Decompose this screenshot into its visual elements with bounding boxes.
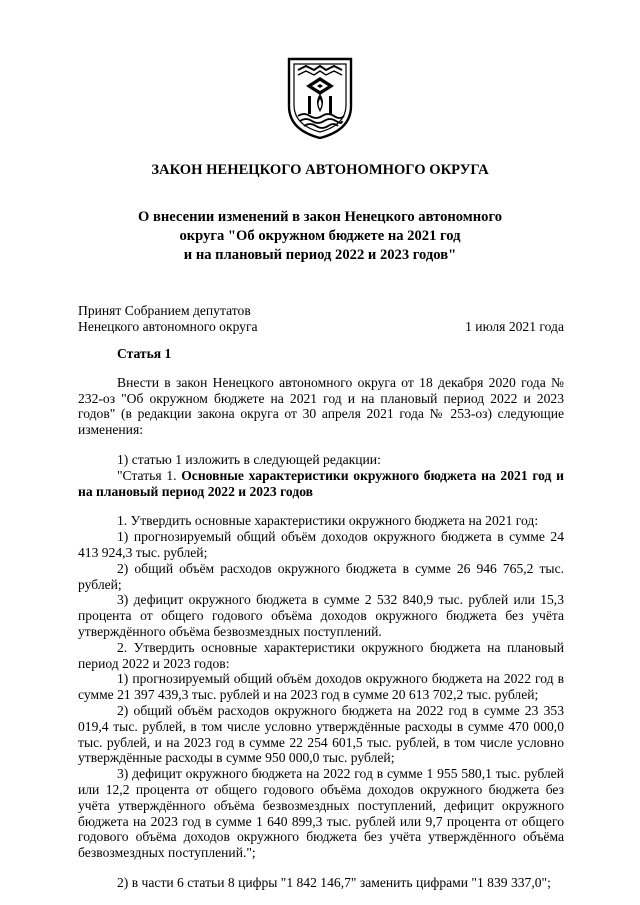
article-body: [78, 346, 564, 891]
adopted-by-line: Принят Собранием депутатов: [78, 303, 251, 318]
subtitle-line: и на плановый период 2022 и 2023 годов": [183, 247, 457, 263]
amendment-item: 1) статью 1 изложить в следующей редакции:: [117, 451, 381, 467]
law-subtitle: [100, 208, 540, 265]
adoption-block: [78, 303, 564, 335]
paragraph: 2) общий объём расходов окружного бюджета на 2022 год в сумме 23 353 019,4 тыс. рублей, в том числе условно утверждённые расходы в сумме 470 000,0 тыс. рублей, и на 2023 год в сумме 22 254 601,5 тыс. рублей, в том числе условно утверждённые расходы в сумме 950 000,0 тыс. рублей;: [78, 702, 564, 766]
paragraph: 2) общий объём расходов окружного бюджета в сумме 26 946 765,2 тыс. рублей;: [78, 560, 564, 592]
article-intro: Внести в закон Ненецкого автономного округа от 18 декабря 2020 года № 232-оз "Об окружном бюджете на 2021 год и на плановый период 2022 и 2023 годов" (в редакции закона округа от 30 апреля 2021 года № 253-оз) следующие изменения:: [78, 374, 564, 438]
quoted-article-heading: [78, 468, 564, 500]
coat-of-arms-icon: [286, 56, 354, 140]
amendment-item: 2) в части 6 статьи 8 цифры "1 842 146,7" заменить цифрами "1 839 337,0";: [117, 874, 551, 890]
paragraph: 1) прогнозируемый общий объём доходов окружного бюджета в сумме 24 413 924,3 тыс. рублей;: [78, 529, 564, 560]
adopted-by-line: Ненецкого автономного округа: [78, 319, 258, 334]
subtitle-line: округа "Об окружном бюджете на 2021 год: [179, 228, 461, 244]
paragraph: 2. Утвердить основные характеристики окружного бюджета на плановый период 2022 и 2023 годов:: [78, 639, 564, 671]
paragraph: 3) дефицит окружного бюджета в сумме 2 532 840,9 тыс. рублей или 15,3 процента от общего годового объёма доходов окружного бюджета без учёта утверждённого объёма безвозмездных поступлений.: [78, 592, 564, 639]
paragraph: 1) прогнозируемый общий объём доходов окружного бюджета на 2022 год в сумме 21 397 439,3 тыс. рублей и на 2023 год в сумме 20 613 702,2 тыс. рублей;: [78, 671, 564, 703]
adoption-date: 1 июля 2021 года: [465, 319, 564, 334]
law-title: ЗАКОН НЕНЕЦКОГО АВТОНОМНОГО ОКРУГА: [151, 162, 489, 178]
quote-heading-bold: Основные характеристики окружного бюджета на 2021 год и на плановый период 2022 и 2023 годов: [78, 467, 564, 499]
quote-prefix: "Статья 1.: [117, 467, 182, 483]
subtitle-line: О внесении изменений в закон Ненецкого автономного: [137, 209, 503, 225]
paragraph: 3) дефицит окружного бюджета на 2022 год в сумме 1 955 580,1 тыс. рублей или 12,2 процента от общего годового объёма доходов окружного бюджета без учёта утверждённого объёма безвозмездных поступлений, дефицит окружного бюджета на 2023 год в сумме 1 640 899,3 тыс. рублей или 9,7 процента от общего годового объёма доходов окружного бюджета без учёта утверждённого объёма безвозмездных поступлений.";: [78, 766, 564, 861]
paragraph: 1. Утвердить основные характеристики окружного бюджета на 2021 год:: [117, 513, 539, 529]
article-heading: Статья 1: [117, 346, 172, 361]
